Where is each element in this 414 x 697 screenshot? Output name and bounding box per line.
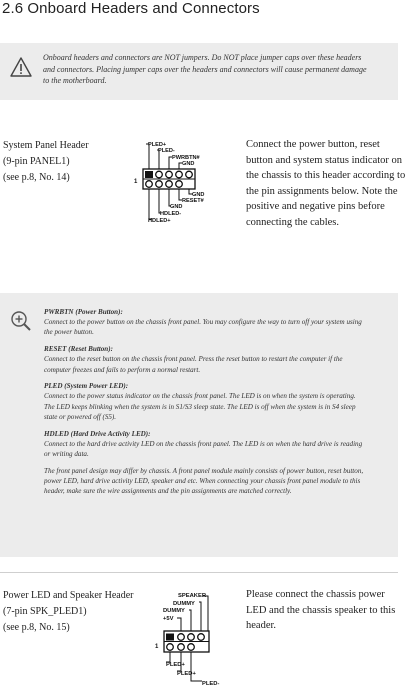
- note-item-body: Connect to the power button on the chassis front panel. You may configure the way to turn off your system using the power button.: [44, 318, 362, 337]
- panel-header-ref: (see p.8, No. 14): [3, 172, 70, 183]
- caution-box: [0, 43, 398, 100]
- leader-speaker: [203, 596, 208, 631]
- panel-header-name: System Panel Header: [3, 140, 89, 151]
- section-divider: [0, 572, 398, 573]
- panel-label-pwrbtn: PWRBTN#: [172, 155, 200, 161]
- speaker-pin1-label: 1: [155, 644, 159, 650]
- panel-pin-1: [145, 171, 153, 178]
- panel-header-label: [3, 138, 89, 186]
- speaker-label-speaker: SPEAKER: [178, 593, 207, 599]
- panel-pin1-label: 1: [134, 179, 138, 185]
- speaker-label-pledplus1: PLED+: [166, 662, 185, 668]
- note-item-head: PLED (System Power LED):: [44, 382, 129, 391]
- note-text: [44, 307, 364, 503]
- panel-header-pins: (9-pin PANEL1): [3, 156, 70, 167]
- note-item-head: PWRBTN (Power Button):: [44, 308, 123, 316]
- panel-label-gnd-right: GND: [192, 192, 205, 198]
- panel-label-pledminus: PLED-: [158, 148, 175, 154]
- panel-label-hdledminus: HDLED-: [160, 211, 182, 217]
- page-title: 2.6 Onboard Headers and Connectors: [2, 0, 260, 17]
- leader-dummy2: [189, 610, 191, 631]
- note-item-body: Connect to the reset button on the chassis front panel. Press the reset button to restart the computer if the computer freezes and fails to perform a normal restart.: [44, 355, 343, 374]
- note-box: [0, 293, 398, 557]
- note-item-body: Connect to the power status indicator on the chassis front panel. The LED is on when the system is operating. The LED keeps blinking when the system is in S1/S3 sleep state. The LED is off when the system is in S4 sleep state or powered off (S5).: [44, 392, 356, 421]
- leader-hdledminus: [159, 189, 161, 213]
- warning-triangle-icon: [10, 57, 32, 82]
- note-item: [44, 344, 364, 375]
- speaker-header-pins: (7-pin SPK_PLED1): [3, 606, 87, 617]
- speaker-label-pledplus2: PLED+: [177, 671, 196, 677]
- panel-header-description: Connect the power button, reset button and system status indicator on the chassis to this header according to the pin assignments below. Note the positive and negative pins before connecting the cables.: [246, 139, 406, 228]
- speaker-pin-1: [166, 634, 174, 641]
- speaker-header-diagram: [140, 588, 240, 697]
- note-item-head: RESET (Reset Button):: [44, 345, 113, 354]
- leader-5v: [177, 618, 181, 631]
- speaker-label-dummy1: DUMMY: [173, 601, 195, 607]
- panel-label-pledplus: PLED+: [148, 142, 167, 148]
- note-item: [44, 429, 364, 460]
- note-item-body: Connect to the hard drive activity LED on the chassis front panel. The LED is on when the hard drive is reading or writing data.: [44, 439, 363, 458]
- speaker-label-5v: +5V: [163, 616, 174, 622]
- panel-label-hdledplus: HDLED+: [148, 218, 171, 224]
- speaker-label-dummy2: DUMMY: [163, 608, 185, 614]
- note-footer: The front panel design may differ by chassis. A front panel module mainly consists of power button, reset button, power LED, hard drive activity LED, speaker and etc. When connecting your chassis front panel module to this header, make sure the wire assignments and the pin assignments are matched correctly.: [44, 466, 364, 496]
- panel-label-gnd-bottom: GND: [170, 204, 183, 210]
- speaker-header-label: [3, 588, 143, 636]
- speaker-header-ref: (see p.8, No. 15): [3, 622, 70, 633]
- caution-text: Onboard headers and connectors are NOT jumpers. Do NOT place jumper caps over these headers and connectors. Placing jumper caps over the headers and connectors will cause permanent damage to the motherboard.: [43, 53, 367, 85]
- panel-label-reset: RESET#: [182, 198, 204, 204]
- panel-label-gnd-top: GND: [182, 161, 195, 167]
- note-item: [44, 381, 364, 422]
- speaker-header-name: Power LED and Speaker Header: [3, 590, 134, 601]
- speaker-label-pledminus: PLED-: [202, 681, 220, 687]
- magnifier-icon: [10, 310, 32, 337]
- note-item-head: HDLED (Hard Drive Activity LED):: [44, 429, 151, 438]
- note-item: [44, 307, 364, 338]
- leader-pledplus1: [166, 652, 170, 662]
- speaker-header-description: Please connect the chassis power LED and the chassis speaker to this header.: [246, 589, 396, 632]
- panel-header-diagram: [112, 136, 242, 228]
- leader-hdledplus: [149, 189, 152, 219]
- leader-dummy1: [199, 602, 201, 631]
